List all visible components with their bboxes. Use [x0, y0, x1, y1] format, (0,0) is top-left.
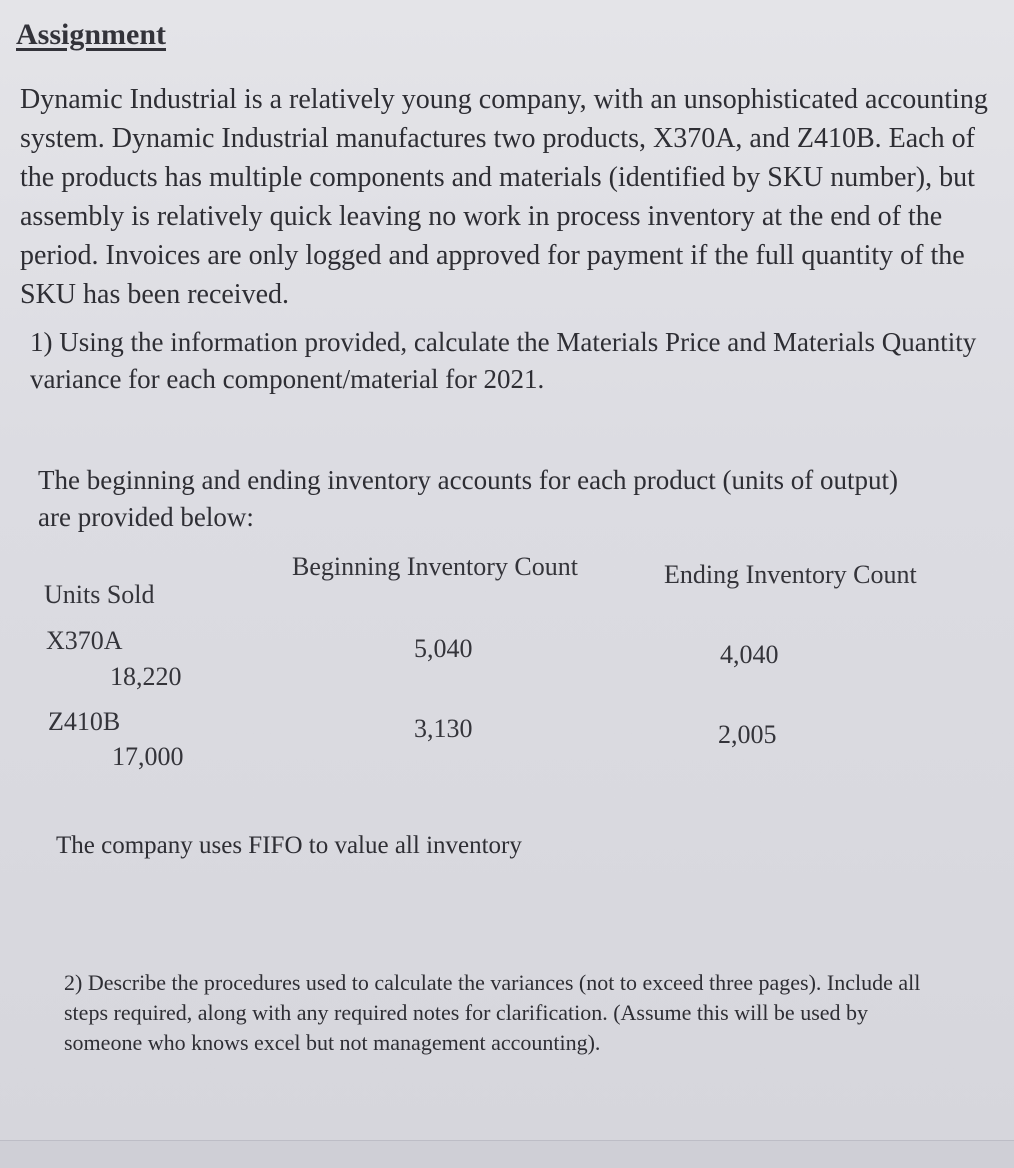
row-product-z410b: Z410B — [48, 707, 121, 736]
assignment-heading: Assignment — [16, 18, 167, 51]
header-ending-inventory: Ending Inventory Count — [664, 560, 917, 589]
row-units-sold-z410b: 17,000 — [112, 742, 184, 771]
header-units-sold: Units Sold — [44, 580, 155, 609]
inventory-intro: The beginning and ending inventory accounts for each product (units of output) are provided below: — [38, 465, 899, 532]
bottom-edge — [0, 1140, 1014, 1168]
row-ending-z410b: 2,005 — [718, 720, 777, 749]
intro-paragraph: Dynamic Industrial is a relatively young company, with an unsophisticated accounting system. Dynamic Industrial manufactures two products, X370A, and Z410B. Each of the products has multiple components and materials (identified by SKU number), but assembly is relatively quick leaving no work in process inventory at the end of the period. Invoices are only logged and approved for payment if the full quantity of the SKU has been received. — [20, 84, 988, 310]
fifo-note: The company uses FIFO to value all inventory — [56, 832, 522, 859]
question-1: 1) Using the information provided, calculate the Materials Price and Materials Quantity variance for each component/material for 2021. — [30, 327, 977, 394]
row-beginning-z410b: 3,130 — [414, 714, 473, 743]
row-product-x370a: X370A — [46, 626, 123, 655]
row-units-sold-x370a: 18,220 — [110, 662, 182, 691]
row-beginning-x370a: 5,040 — [414, 634, 473, 663]
header-beginning-inventory: Beginning Inventory Count — [292, 552, 578, 581]
row-ending-x370a: 4,040 — [720, 640, 779, 669]
question-2: 2) Describe the procedures used to calculate the variances (not to exceed three pages). Include all steps required, along with any required notes for clarification. (Assume this will be used by someone who knows excel but not management accounting). — [64, 970, 921, 1055]
